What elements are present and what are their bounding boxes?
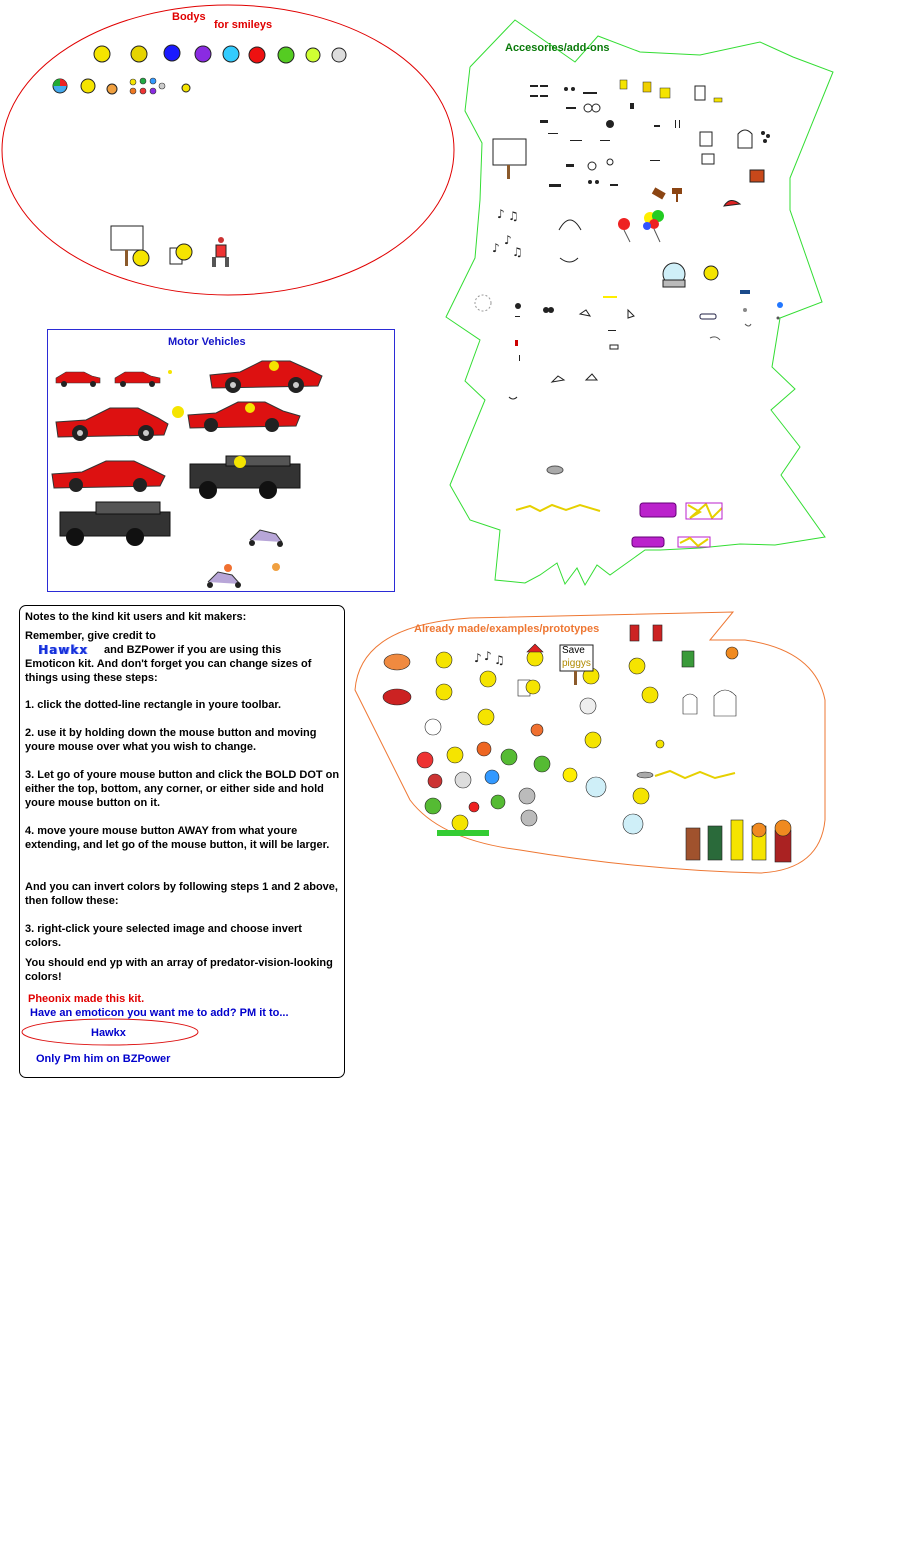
made-by: Pheonix made this kit. [28, 993, 145, 1005]
credit-line1: Remember, give credit to [25, 630, 156, 642]
paper-sprite [170, 244, 192, 264]
step3: 3. Let go of youre mouse button and click the BOLD DOT on either the top, bottom, any corner, or either side and hold youre mouse button on it. [25, 769, 340, 809]
hats-sprites [620, 80, 770, 206]
svg-text:♪: ♪ [484, 649, 492, 663]
add-request: Have an emoticon you want me to add? PM it to... [30, 1007, 289, 1019]
headphones-sprite [559, 220, 581, 262]
example-notes [474, 649, 505, 667]
pm-name[interactable]: Hawkx [91, 1027, 126, 1039]
step1: 1. click the dotted-line rectangle in youre toolbar. [25, 699, 282, 711]
invert-step: 3. right-click youre selected image and choose invert colors. [25, 923, 302, 949]
sign-sprite [111, 226, 149, 266]
misc-accessories [475, 290, 783, 474]
pm-note: Only Pm him on BZPower [36, 1053, 171, 1065]
robot-sprite [212, 237, 229, 267]
example-sign-line1: Save [562, 645, 585, 656]
svg-text:♪: ♪ [497, 207, 505, 221]
svg-text:♫: ♫ [512, 245, 523, 259]
accessories-title: Accesories/add-ons [505, 42, 610, 54]
credit-line3: Emoticon kit. And don't forget you can change sizes of things using these steps: [25, 658, 312, 684]
motor-vehicles-panel [47, 329, 395, 592]
svg-text:♫: ♫ [508, 209, 519, 223]
invert-intro: And you can invert colors by following steps 1 and 2 above, then follow these: [25, 881, 338, 907]
accessory-bits [530, 85, 680, 187]
tiny-bodies [130, 78, 165, 94]
accessories-outline [446, 20, 833, 585]
step2: 2. use it by holding down the mouse button and moving youre mouse over what you wish to change. [25, 727, 317, 753]
step4: 4. move youre mouse button AWAY from what youre extending, and let go of the mouse button, it will be larger. [25, 825, 330, 851]
music-notes [492, 207, 523, 259]
svg-text:♪: ♪ [492, 241, 500, 255]
svg-text:♪: ♪ [504, 233, 512, 247]
notes-panel [19, 605, 345, 1078]
gavel-sprite [652, 187, 682, 202]
lightning-bolts [516, 503, 722, 547]
astronaut-sprite [663, 263, 718, 287]
svg-text:♫: ♫ [494, 653, 505, 667]
smiley-bodies [53, 45, 346, 94]
bodys-title: Bodys [172, 11, 206, 23]
vehicles-title: Motor Vehicles [168, 336, 246, 348]
balloons-sprite [618, 210, 664, 242]
examples-title: Already made/examples/prototypes [414, 623, 600, 635]
credit-line2: and BZPower if you are using this [104, 644, 282, 656]
credit-name-logo: Hawkx [38, 643, 88, 657]
acc-sign [493, 139, 526, 179]
bodys-subtitle: for smileys [214, 19, 273, 31]
svg-text:♪: ♪ [474, 651, 482, 665]
notes-heading: Notes to the kind kit users and kit makers: [25, 611, 247, 623]
example-sign-line2: piggys [562, 658, 591, 669]
result-text: You should end yp with an array of predator-vision-looking colors! [25, 957, 333, 983]
